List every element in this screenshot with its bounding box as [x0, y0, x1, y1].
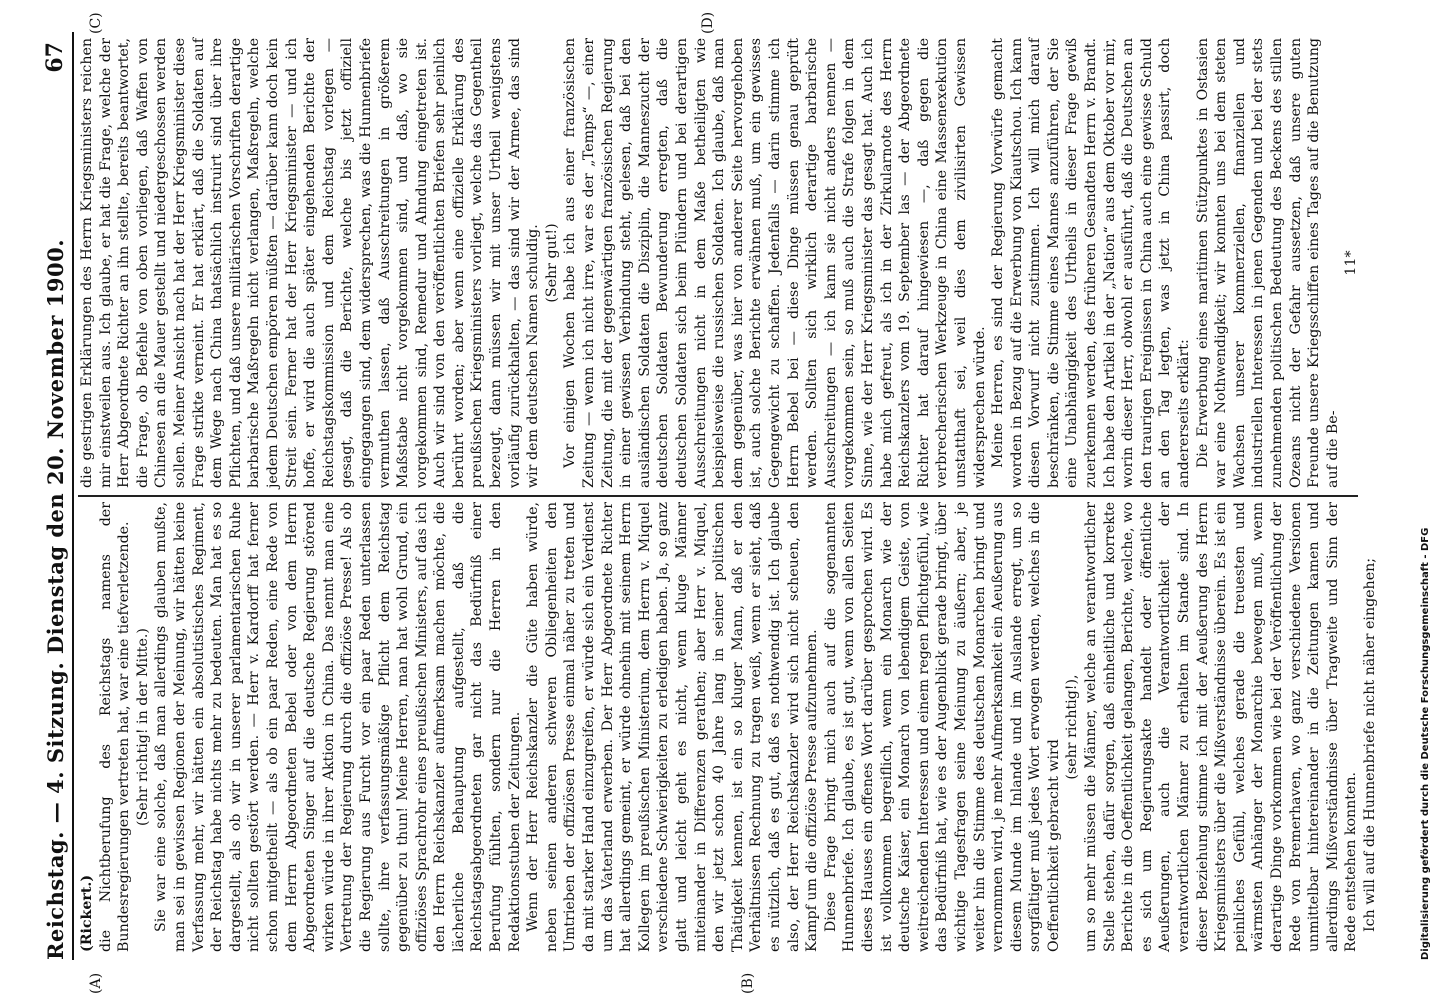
signature-mark: 11*	[1343, 250, 1360, 276]
digitization-note: Digitalisierung gefördert durch die Deutsche Forschungsgemeinschaft - DFG	[1420, 527, 1431, 960]
paragraph: um so mehr müssen die Männer, welche an verantwortlicher Stelle stehen, dafür sorgen, daß einheitliche und korrekte Berichte in die Oeffentlichkeit gelangen, Berichte, welche, wo es sich um Regierungsakte handelt oder öffentliche Aeußerungen, auch die Verantwortlichkeit der verantwortlichen Männer zu erhalten im Stande sind. In dieser Beziehung stimme ich mit der Aeußerung des Herrn Kriegsministers über die Mißverständnisse überein. Es ist ein peinliches Gefühl, welches gerade die treuesten und wärmsten Anhänger der Monarchie bewegen muß, wenn derartige Dinge vorkommen wie bei der Veröffentlichung der Rede von Bremerhaven, wo ganz verschiedene Versionen unmittelbar hintereinander in die Zeitungen kamen und allerdings Mißverständnisse über Tragweite und Sinn der Rede entstehen konnten.	[1083, 502, 1360, 952]
paragraph: Sie war eine solche, daß man allerdings glauben mußte, man sei in gewissen Regionen der Meinung, wir hätten keine Verfassung mehr, wir hätten ein absolutistisches Regiment, der Reichstag habe nichts mehr zu bedeuten. Man hat es so dargestellt, als ob wir in unserer parlamentarischen Ruhe nicht sollten gestört werden. — Herr v. Kardorff hat ferner schon mitgetheilt — als ob ein paar Reden, eine Rede von dem Herrn Abgeordneten Bebel oder von dem Herrn Abgeordneten Singer auf die deutsche Regierung störend wirken würde in ihrer Aktion in China. Das nennt man eine Vertretung der Regierung durch die offiziöse Presse! Als ob die Regierung aus Furcht vor ein paar Reden unterlassen sollte, ihre verfassungsmäßige Pflicht dem Reichstag gegenüber zu thun! Meine Herren, man hat wohl Grund, ein offiziöses Sprachrohr eines preußischen Ministers, auf das ich den Herrn Reichskanzler aufmerksam machen möchte, die lächerliche Behauptung aufgestellt, daß die Reichstagsabgeordneten gar nicht das Bedürfniß einer Berufung fühlten, sondern nur die Herren in den Redaktionsstuben der Zeitungen.	[153, 502, 523, 952]
interjection: (sehr richtig!),	[1064, 674, 1081, 780]
paragraph: Meine Herren, es sind der Regierung Vorwürfe gemacht worden in Bezug auf die Erwerbung von Kiautschou. Ich kann diesen Vorwurf nicht zustimmen. Ich will mich darauf beschränken, die Stimme eines Mannes anzuführen, der Sie eine Unabhängigkeit des Urtheils in dieser Frage gewiß zuerkennen werden, des früheren Gesandten Herrn v. Brandt. Ich habe den Artikel in der „Nation“ aus dem Oktober vor mir, worin dieser Herr, obwohl er ausführt, daß die Deutschen an den traurigen Ereignissen in China auch eine gewisse Schuld an den Tag legten, was jetzt in China passirt, doch andererseits erklärt:	[990, 38, 1193, 488]
paragraph: Ich will auf die Hunnenbriefe nicht näher eingehen;	[1361, 557, 1378, 932]
speaker-name: (Rickert.)	[79, 874, 95, 952]
paragraph: Diese Frage bringt mich auch auf die sogenannten Hunnenbriefe. Ich glaube, es ist gut, wenn von allen Seiten dieses Hauses ein offenes Wort darüber gesprochen wird. Es ist vollkommen begreiflich, wenn ein Monarch wie der deutsche Kaiser, ein Monarch von lebendigem Geiste, von weitreichenden Interessen und einem regen Pflichtgefühl, wie das Bedürfniß hat, wie es der Augenblick gerade bringt, über wichtige Tagesfragen seine Meinung zu äußern; aber, je weiter hin die Stimme des deutschen Monarchen bringt und vernommen wird, je mehr Aufmerksamkeit ein Aeußerung aus diesem Munde im Inlande und im Auslande erregt, um so sorgfältiger muß jedes Wort erwogen werden, welches in die Oeffentlichkeit gebracht wird	[822, 502, 1062, 952]
paragraph: die gestrigen Erklärungen des Herrn Kriegsministers reichen mir einstweilen aus. Ich glaube, er hat die Frage, welche der Herr Abgeordnete Richter an ihn stellte, bereits beantwortet, die Frage, ob Befehle von oben vorliegen, daß Waffen von Chinesen an die Mauer gestellt und niedergeschossen werden sollen. Meiner Ansicht nach hat der Herr Kriegsminister diese Frage strikte verneint. Er hat erklärt, daß die Soldaten auf dem Wege nach China thatsächlich instruirt sind über ihre Pflichten, und daß unsere militärischen Vorschriften derartige barbarische Maßregeln nicht verlangen, Maßregeln, welche jedem Deutschen empören müßten — darüber kann doch kein Streit sein. Ferner hat der Herr Kriegsminister — und ich hoffe, er wird die auch später eingehenden Berichte der Reichstagskommission und dem Reichstag vorlegen — gesagt, daß die Berichte, welche bis jetzt offiziell eingegangen sind, dem widersprechen, was die Hunnenbriefe vermuthen lassen, daß Ausschreitungen in größerem Maßstabe nicht vorgekommen sind, und daß, wo sie vorgekommen sind, Remedur und Ahndung eingetreten ist. Auch wir sind von den veröffentlichten Briefen sehr peinlich berührt worden; aber wenn eine offizielle Erklärung des preußischen Kriegsministers vorliegt, welche das Gegentheil bezeugt, dann müssen wir mit unser Urtheil wenigstens vorläufig zurückhalten, — das sind wir der Armee, das sind wir dem deutschen Namen schuldig.	[79, 38, 542, 488]
column-right	[78, 38, 1358, 488]
page-header	[32, 32, 74, 960]
interjection: (Sehr gut!)	[543, 223, 560, 303]
margin-marker-b: (B)	[740, 972, 756, 994]
header-title: Reichstag. — 4. Sitzung. Dienstag den 20. November 1900.	[43, 238, 68, 960]
paragraph: Vor einigen Wochen habe ich aus einer französischen Zeitung — wenn ich nicht irre, war es der „Temps“ —, einer Zeitung, die mit der gegenwärtigen französischen Regierung in einer gewissen Verbindung steht, gelesen, daß bei den ausländischen Soldaten die Disziplin, die Manneszucht der deutschen Soldaten Bewunderung erregten, daß die deutschen Soldaten sich beim Plündern und bei derartigen Ausschreitungen nicht in dem Maße betheiligten wie beispielsweise die russischen Soldaten. Ich glaube, daß man dem gegenüber, was hier von anderer Seite hervorgehoben ist, auch solche Berichte erwähnen muß, um ein gewisses Gegengewicht zu schaffen. Jedenfalls — darin stimme ich Herrn Bebel bei — diese Dinge müssen genau geprüft werden. Sollten sich wirklich derartige barbarische Ausschreitungen — ich kann sie nicht anders nennen — vorgekommen sein, so muß auch die Strafe folgen in dem Sinne, wie der Herr Kriegsminister das gesagt hat. Auch ich habe mich gefreut, als ich in der Zirkularnote des Herrn Reichskanzlers vom 19. September las — der Abgeordnete Richter hat darauf hingewiesen —, daß gegen die verbrecherischen Werkzeuge in China eine Massenexekution unstatthaft sei, weil dies dem zivilisirten Gewissen widersprechen würde.	[562, 38, 988, 488]
margin-marker-a: (A)	[88, 972, 104, 994]
interjection: (Sehr richtig! in der Mitte.)	[134, 628, 151, 826]
column-divider	[78, 495, 1358, 497]
margin-marker-c: (C)	[88, 12, 104, 34]
page-number: 67	[42, 42, 68, 73]
margin-marker-d: (D)	[700, 11, 716, 34]
column-left	[78, 502, 1378, 952]
quotation: Die Erwerbung eines maritimen Stützpunktes in Ostasien war eine Nothwendigkeit; wir konnten uns bei dem steten Wachsen unserer kommerziellen, finanziellen und industriellen Interessen in jenen Gegenden und bei der stets zunehmenden politischen Bedeutung des Beckens des stillen Ozeans nicht der Gefahr aussetzen, daß unsere guten Freunde unsere Kriegsschiffen eines Tages auf die Benutzung auf die Be-	[1194, 38, 1341, 488]
paragraph: die Nichtberufung des Reichstags namens der Bundesregierungen vertreten hat, war eine tiefverletzende.	[97, 502, 133, 952]
paragraph: Wenn der Herr Reichskanzler die Güte haben würde, neben seinen anderen schweren Obliegenheiten den Umtrieben der offiziösen Presse einmal näher zu treten und da mit starker Hand einzugreifen, er würde sich ein Verdienst um das Vaterland erwerben. Der Herr Abgeordnete Richter hat allerdings gemeint, er würde ohnehin mit seinem Herrn Kollegen im preußischen Ministerium, dem Herrn v. Miquel verschiedene Schwierigkeiten zu erledigen haben. Ja, so ganz glatt und leicht geht es nicht, wenn kluge Männer miteinander in Differenzen gerathen; aber Herr v. Miquel, den wir jetzt schon 40 Jahre lang in seiner politischen Thätigkeit kennen, ist ein so kluger Mann, daß er den Verhältnissen Rechnung zu tragen weiß, wenn er sieht, daß es nützlich, daß es gut, daß es nothwendig ist. Ich glaube also, der Herr Reichskanzler wird sich nicht scheuen, den Kampf um die offiziöse Presse aufzunehmen.	[525, 502, 821, 952]
